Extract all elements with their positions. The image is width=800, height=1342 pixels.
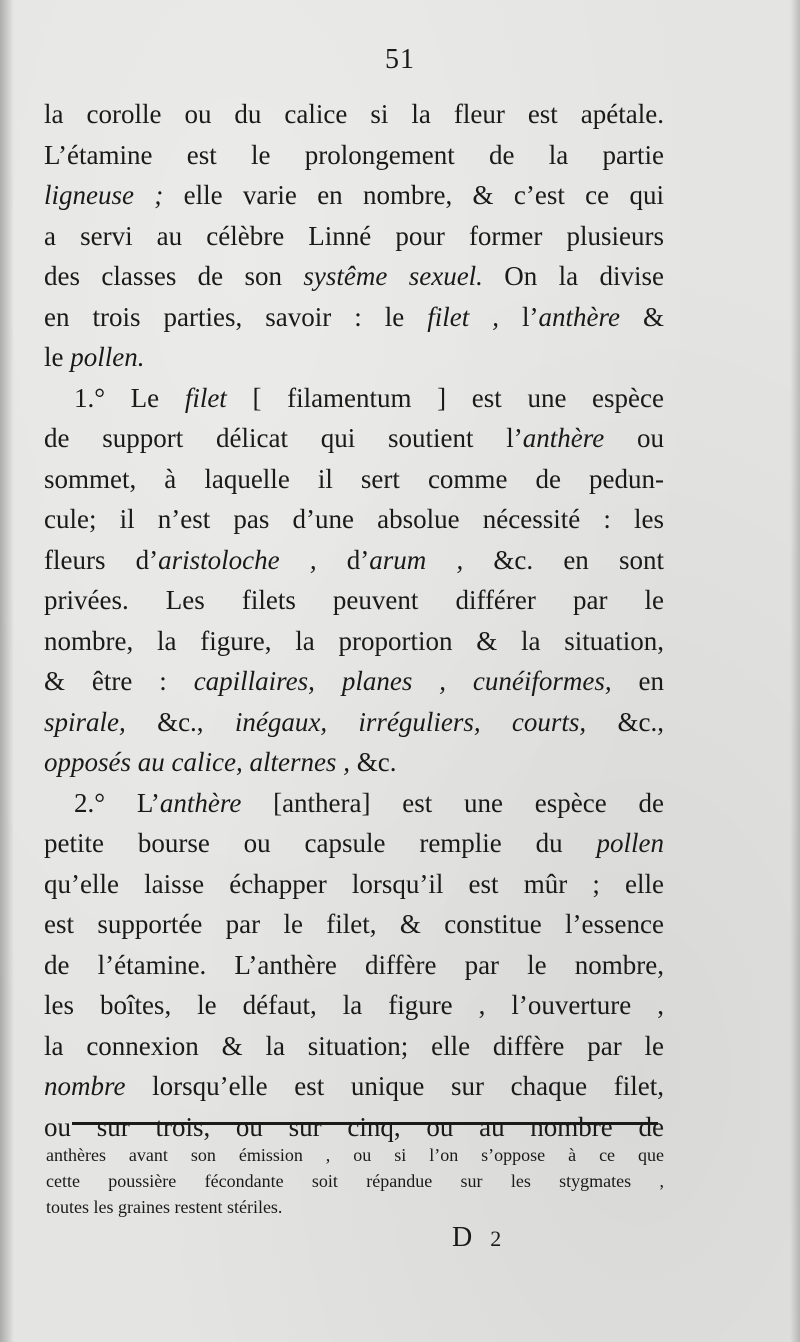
text-run: en [611,666,664,696]
text-line [44,864,664,905]
text-line [44,337,664,378]
text-run: privées. Les filets peuvent différer par le [44,585,664,615]
text-line [44,1107,664,1148]
footnote-line: anthères avant son émission , ou si l’on s’oppose à ce que [46,1145,664,1165]
text-line [44,742,664,783]
text-line [44,580,664,621]
text-line [44,297,664,338]
italic-run: filet [184,382,227,413]
text-run: les boîtes, le défaut, la figure , l’ouverture , [44,990,664,1020]
text-line [44,540,664,581]
text-line [44,459,664,500]
text-run: l’ [498,301,539,332]
italic-run: spirale, [44,706,126,737]
text-line [44,985,664,1026]
text-line [44,499,664,540]
text-line [44,823,664,864]
text-run: & être : [44,666,194,696]
text-run: [anthera] est une espèce de [241,787,664,818]
text-run: le [44,342,71,372]
text-run: la corolle ou du calice si la fleur est apétale. [44,99,664,129]
text-run: ou [604,423,664,453]
italic-run: anthère [159,787,242,818]
signature-number: 2 [490,1226,504,1251]
italic-run: anthère [522,423,605,453]
page-edge-shadow-right [790,0,800,1342]
text-line [44,661,664,702]
text-line [44,702,664,743]
text-run: cule; il n’est pas d’une absolue nécessité : les [44,504,664,534]
footnote-line: toutes les graines restent stériles. [46,1197,283,1217]
text-run: petite bourse ou capsule remplie du [44,828,597,858]
text-run: &c., [586,706,664,737]
italic-run: inégaux, irréguliers, courts, [234,706,587,737]
text-run: sommet, à laquelle il sert comme de pedun- [44,463,664,494]
signature-letter: D [452,1222,475,1253]
text-line [44,216,664,257]
text-line [44,175,664,216]
text-line [44,256,664,297]
text-run: [ filamentum ] est une espèce [226,382,665,413]
italic-run: filet , [427,301,499,332]
italic-run: opposés au calice, alternes , [44,747,350,777]
text-line [44,135,664,176]
text-run: de l’étamine. L’anthère diffère par le nombre, [44,949,664,980]
footnote [46,1142,664,1220]
italic-run: ligneuse ; [44,180,164,210]
main-text [44,94,664,1147]
text-run: a servi au célèbre Linné pour former plusieurs [44,220,664,251]
text-run: 1.° Le [74,382,185,413]
text-line [44,378,664,419]
italic-run: anthère [538,301,620,332]
text-run: la connexion & la situation; elle diffère par le [44,1030,664,1061]
text-run: est supportée par le filet, & constitue l’essence [44,909,664,939]
italic-run: pollen. [70,342,145,372]
text-line [44,1026,664,1067]
footnote-separator [72,1122,658,1125]
printer-signature-mark [452,1222,503,1254]
text-run: elle varie en nombre, & c’est ce qui [163,180,664,210]
page-number: 51 [385,44,415,75]
text-line [44,904,664,945]
text-run: d’ [316,544,370,575]
italic-run: capillaires, planes , cunéiformes, [193,666,612,696]
text-run: ou sur trois, ou sur cinq, ou au nombre de [44,1111,664,1142]
text-run: &c. en sont [463,544,664,575]
footnote-line: cette poussière fécondante soit répandue sur les stygmates , [46,1171,664,1191]
text-line [44,1066,664,1107]
text-run: &c. [349,747,397,777]
italic-run: nombre [44,1071,126,1101]
text-run: qu’elle laisse échapper lorsqu’il est mûr ; elle [44,868,664,899]
page-edge-shadow-left [0,0,14,1342]
italic-run: arum , [369,544,464,575]
text-run: &c., [125,706,235,737]
text-run: nombre, la figure, la proportion & la situation, [44,625,664,656]
text-run: de support délicat qui soutient l’ [44,423,523,453]
italic-run: pollen [596,828,664,858]
text-line [44,94,664,135]
text-run: 2.° L’ [74,787,160,818]
text-line [44,783,664,824]
text-line [44,621,664,662]
text-run: & [619,301,664,332]
text-run: lorsqu’elle est unique sur chaque filet, [125,1071,664,1101]
italic-run: aristoloche , [158,544,317,575]
italic-run: systême sexuel. [303,261,483,291]
text-run: L’étamine est le prolongement de la partie [44,139,664,170]
text-line [44,945,664,986]
text-run: en trois parties, savoir : le [44,301,428,332]
text-run: On la divise [482,261,664,291]
text-run: des classes de son [44,261,304,291]
text-line [44,418,664,459]
text-run: fleurs d’ [44,544,159,575]
